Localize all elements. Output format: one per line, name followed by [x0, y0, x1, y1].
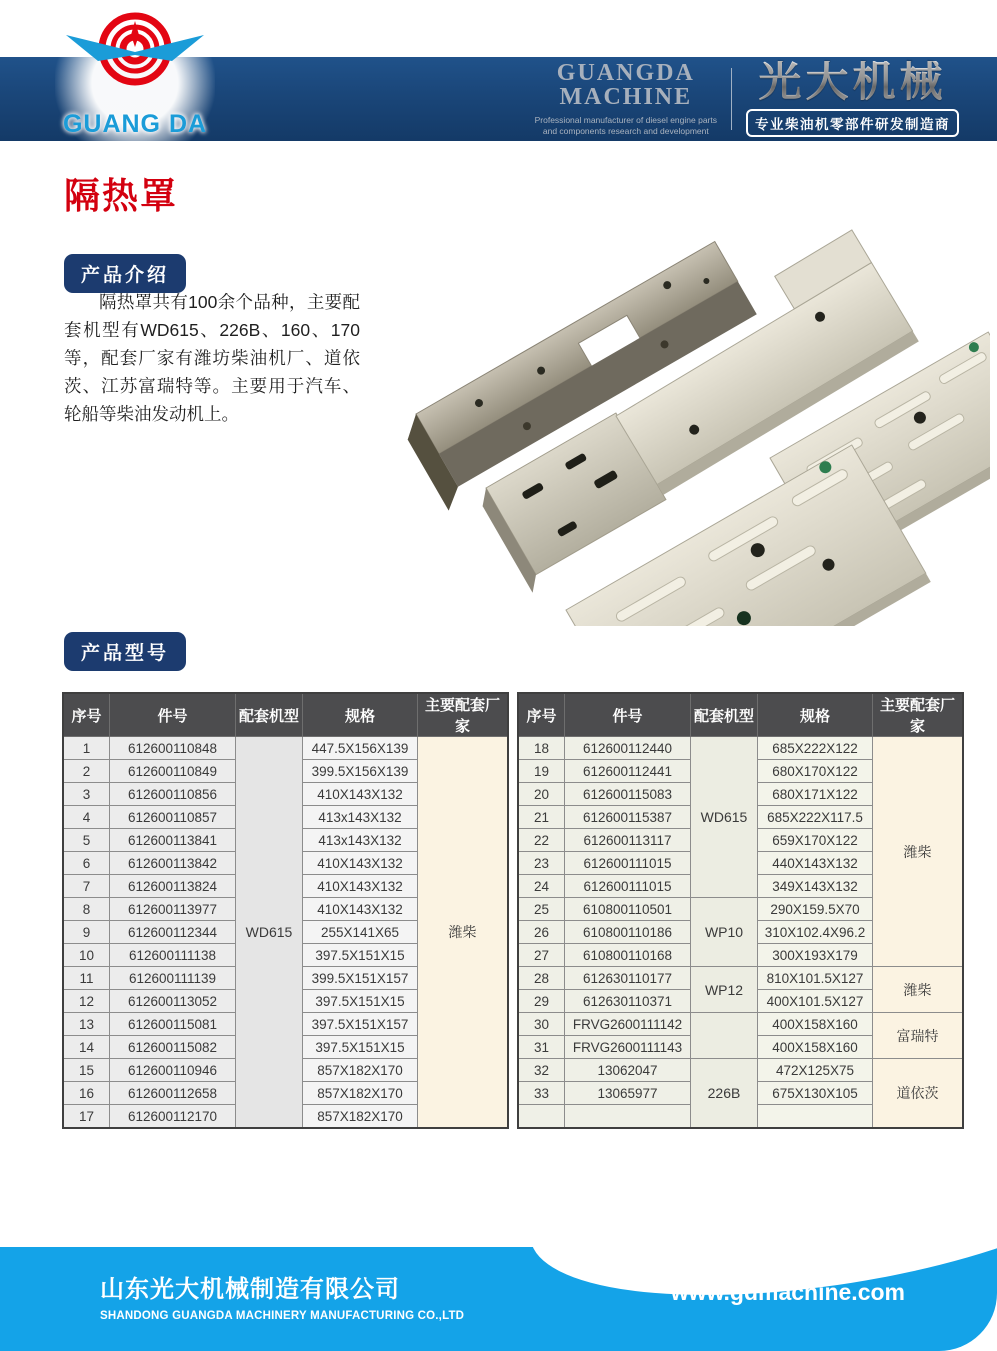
- cell-spec: 680X171X122: [758, 783, 873, 806]
- cell-serial: 10: [63, 944, 110, 967]
- company-logo: [55, 5, 215, 147]
- cell-model: 226B: [691, 1059, 758, 1129]
- cell-serial: 30: [518, 1013, 565, 1036]
- cell-part-number: 612600110849: [110, 760, 236, 783]
- cell-serial: [518, 1105, 565, 1129]
- cell-part-number: 612600113052: [110, 990, 236, 1013]
- table-row: [518, 1013, 963, 1036]
- cell-part-number: 612600110857: [110, 806, 236, 829]
- brand-tagline: [535, 115, 717, 136]
- cell-serial: 14: [63, 1036, 110, 1059]
- cell-spec: 659X170X122: [758, 829, 873, 852]
- cell-part-number: 612600113977: [110, 898, 236, 921]
- cell-serial: 31: [518, 1036, 565, 1059]
- column-header: 件号: [110, 693, 236, 737]
- brand-en-line1: GUANGDA: [556, 60, 695, 87]
- cell-part-number: [565, 1105, 691, 1129]
- website-link[interactable]: www.gdmachine.com: [670, 1279, 905, 1305]
- footer-company-block: [100, 1269, 464, 1322]
- cell-serial: 15: [63, 1059, 110, 1082]
- cell-serial: 17: [63, 1105, 110, 1129]
- cell-model: WP12: [691, 967, 758, 1013]
- cell-serial: 28: [518, 967, 565, 990]
- footer: [0, 1247, 997, 1351]
- cell-spec: [758, 1105, 873, 1129]
- header-divider: [731, 68, 732, 130]
- cell-part-number: 612600110856: [110, 783, 236, 806]
- cell-spec: 400X158X160: [758, 1036, 873, 1059]
- cell-part-number: 612600113824: [110, 875, 236, 898]
- cell-serial: 9: [63, 921, 110, 944]
- cell-vendor: 富瑞特: [873, 1013, 964, 1059]
- tagline-line2: and components research and development: [542, 126, 709, 136]
- brand-block: [535, 57, 959, 141]
- cell-model: WP10: [691, 898, 758, 967]
- cell-spec: 410X143X132: [303, 783, 418, 806]
- cell-part-number: 610800110501: [565, 898, 691, 921]
- table-row: [63, 737, 508, 760]
- section-label-product-intro: 产品介绍: [64, 254, 186, 293]
- cell-spec: 857X182X170: [303, 1082, 418, 1105]
- cell-vendor: 潍柴: [873, 737, 964, 967]
- brand-cn-name: 光大机械: [746, 61, 959, 104]
- product-intro-text: 隔热罩共有100余个品种，主要配套机型有WD615、226B、160、170等，配套厂家有潍坊柴油机厂、道依茨、江苏富瑞特等。主要用于汽车、轮船等柴油发动机上。: [64, 292, 360, 424]
- cell-spec: 440X143X132: [758, 852, 873, 875]
- cell-model: [691, 1013, 758, 1059]
- column-header: 主要配套厂家: [418, 693, 509, 737]
- logo-text: GUANG DA: [62, 110, 208, 138]
- cell-serial: 2: [63, 760, 110, 783]
- cell-part-number: 612600112344: [110, 921, 236, 944]
- cell-part-number: 612600111139: [110, 967, 236, 990]
- cell-serial: 12: [63, 990, 110, 1013]
- cell-serial: 7: [63, 875, 110, 898]
- cell-model: WD615: [691, 737, 758, 898]
- cell-part-number: 612630110177: [565, 967, 691, 990]
- cell-part-number: FRVG2600111143: [565, 1036, 691, 1059]
- cell-spec: 680X170X122: [758, 760, 873, 783]
- cell-spec: 410X143X132: [303, 875, 418, 898]
- cell-spec: 472X125X75: [758, 1059, 873, 1082]
- cell-spec: 857X182X170: [303, 1105, 418, 1129]
- table-row: [518, 737, 963, 760]
- cell-spec: 685X222X122: [758, 737, 873, 760]
- cell-part-number: 612600110946: [110, 1059, 236, 1082]
- cell-model: WD615: [236, 737, 303, 1129]
- product-table-left: [62, 692, 509, 1129]
- cell-part-number: 612630110371: [565, 990, 691, 1013]
- cell-spec: 413x143X132: [303, 829, 418, 852]
- cell-serial: 13: [63, 1013, 110, 1036]
- cell-serial: 22: [518, 829, 565, 852]
- cell-part-number: 612600113842: [110, 852, 236, 875]
- cell-spec: 400X101.5X127: [758, 990, 873, 1013]
- cell-spec: 397.5X151X15: [303, 944, 418, 967]
- brand-slogan: 专业柴油机零部件研发制造商: [746, 109, 959, 137]
- cell-serial: 25: [518, 898, 565, 921]
- cell-serial: 23: [518, 852, 565, 875]
- cell-spec: 310X102.4X96.2: [758, 921, 873, 944]
- cell-serial: 5: [63, 829, 110, 852]
- column-header: 规格: [758, 693, 873, 737]
- brand-english: [535, 61, 717, 136]
- cell-serial: 1: [63, 737, 110, 760]
- cell-spec: 447.5X156X139: [303, 737, 418, 760]
- cell-vendor: 潍柴: [418, 737, 509, 1129]
- cell-part-number: 612600115081: [110, 1013, 236, 1036]
- cell-part-number: 612600112170: [110, 1105, 236, 1129]
- cell-serial: 3: [63, 783, 110, 806]
- header-banner: [0, 57, 997, 141]
- cell-part-number: 612600113117: [565, 829, 691, 852]
- column-header: 主要配套厂家: [873, 693, 964, 737]
- column-header: 配套机型: [236, 693, 303, 737]
- cell-spec: 349X143X132: [758, 875, 873, 898]
- cell-spec: 399.5X151X157: [303, 967, 418, 990]
- cell-spec: 675X130X105: [758, 1082, 873, 1105]
- cell-part-number: 612600110848: [110, 737, 236, 760]
- table-header-row: [63, 693, 508, 737]
- product-tables: [62, 692, 964, 1129]
- logo-emblem-icon: [60, 5, 210, 109]
- cell-serial: 32: [518, 1059, 565, 1082]
- cell-serial: 21: [518, 806, 565, 829]
- cell-serial: 4: [63, 806, 110, 829]
- cell-serial: 20: [518, 783, 565, 806]
- cell-part-number: 612600115387: [565, 806, 691, 829]
- product-table-right: [517, 692, 964, 1129]
- cell-part-number: 612600111138: [110, 944, 236, 967]
- cell-serial: 19: [518, 760, 565, 783]
- company-name-cn: 山东光大机械制造有限公司: [100, 1276, 400, 1303]
- cell-part-number: FRVG2600111142: [565, 1013, 691, 1036]
- tagline-line1: Professional manufacturer of diesel engine parts: [534, 115, 717, 126]
- cell-spec: 810X101.5X127: [758, 967, 873, 990]
- cell-serial: 29: [518, 990, 565, 1013]
- cell-spec: 399.5X156X139: [303, 760, 418, 783]
- cell-spec: 400X158X160: [758, 1013, 873, 1036]
- section-label-product-models: 产品型号: [64, 632, 186, 671]
- cell-part-number: 612600111015: [565, 852, 691, 875]
- cell-part-number: 610800110168: [565, 944, 691, 967]
- column-header: 序号: [518, 693, 565, 737]
- cell-part-number: 13062047: [565, 1059, 691, 1082]
- cell-serial: 8: [63, 898, 110, 921]
- cell-spec: 857X182X170: [303, 1059, 418, 1082]
- cell-part-number: 610800110186: [565, 921, 691, 944]
- cell-serial: 24: [518, 875, 565, 898]
- column-header: 序号: [63, 693, 110, 737]
- cell-spec: 290X159.5X70: [758, 898, 873, 921]
- cell-vendor: 道依茨: [873, 1059, 964, 1129]
- cell-spec: 685X222X117.5: [758, 806, 873, 829]
- cell-spec: 397.5X151X157: [303, 1013, 418, 1036]
- cell-serial: 27: [518, 944, 565, 967]
- cell-serial: 16: [63, 1082, 110, 1105]
- cell-spec: 413x143X132: [303, 806, 418, 829]
- cell-serial: 33: [518, 1082, 565, 1105]
- cell-serial: 26: [518, 921, 565, 944]
- cell-serial: 6: [63, 852, 110, 875]
- cell-serial: 11: [63, 967, 110, 990]
- column-header: 件号: [565, 693, 691, 737]
- cell-spec: 397.5X151X15: [303, 990, 418, 1013]
- table-header-row: [518, 693, 963, 737]
- cell-part-number: 612600115083: [565, 783, 691, 806]
- table-row: [518, 1059, 963, 1082]
- cell-serial: 18: [518, 737, 565, 760]
- column-header: 配套机型: [691, 693, 758, 737]
- cell-part-number: 612600112441: [565, 760, 691, 783]
- cell-spec: 410X143X132: [303, 852, 418, 875]
- cell-spec: 255X141X65: [303, 921, 418, 944]
- cell-spec: 397.5X151X15: [303, 1036, 418, 1059]
- cell-part-number: 13065977: [565, 1082, 691, 1105]
- cell-part-number: 612600112658: [110, 1082, 236, 1105]
- cell-part-number: 612600113841: [110, 829, 236, 852]
- column-header: 规格: [303, 693, 418, 737]
- company-name-en: SHANDONG GUANGDA MACHINERY MANUFACTURING CO.,LTD: [100, 1310, 465, 1322]
- cell-part-number: 612600112440: [565, 737, 691, 760]
- table-row: [518, 967, 963, 990]
- cell-spec: 410X143X132: [303, 898, 418, 921]
- brand-chinese: [746, 58, 959, 137]
- cell-part-number: 612600111015: [565, 875, 691, 898]
- cell-part-number: 612600115082: [110, 1036, 236, 1059]
- cell-spec: 300X193X179: [758, 944, 873, 967]
- cell-vendor: 潍柴: [873, 967, 964, 1013]
- product-photo: [398, 186, 990, 626]
- page-title: 隔热罩: [64, 175, 179, 216]
- brand-en-line2: MACHINE: [559, 84, 693, 111]
